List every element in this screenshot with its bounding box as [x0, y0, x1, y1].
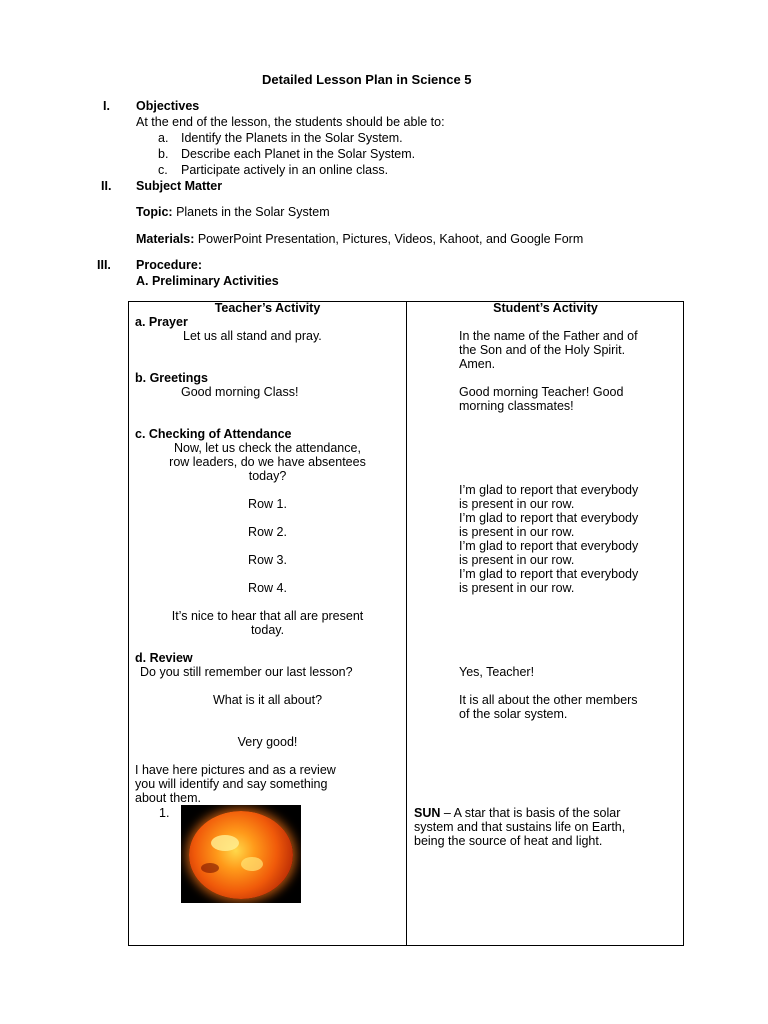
preliminary-activities-heading: A. Preliminary Activities: [136, 274, 279, 288]
materials-line: [136, 232, 583, 246]
greetings-student-line-2: morning classmates!: [459, 399, 574, 413]
review-pictures-line-2: you will identify and say something: [135, 777, 328, 791]
attendance-teacher-line-1: Now, let us check the attendance,: [174, 441, 361, 455]
review-answer-2-line-2: of the solar system.: [459, 707, 568, 721]
procedure-numeral: III.: [97, 258, 111, 272]
row-1-reply-line-2: is present in our row.: [459, 497, 575, 511]
row-2-reply-line-1: I’m glad to report that everybody: [459, 511, 639, 525]
greetings-teacher-text: Good morning Class!: [181, 385, 299, 399]
review-question-1: Do you still remember our last lesson?: [140, 665, 353, 679]
objective-letter-b: b.: [158, 147, 169, 161]
topic-line: [136, 205, 330, 219]
row-3-reply-line-2: is present in our row.: [459, 553, 575, 567]
table-column-divider: [406, 301, 407, 946]
prayer-student-line-3: Amen.: [459, 357, 496, 371]
sun-label: SUN: [414, 806, 441, 820]
sun-desc-line-1: – A star that is basis of the solar: [443, 806, 621, 820]
review-pictures-line-3: about them.: [135, 791, 202, 805]
sun-desc-line-2: system and that sustains life on Earth,: [414, 820, 626, 834]
greetings-heading: b. Greetings: [135, 371, 208, 385]
review-heading: d. Review: [135, 651, 193, 665]
review-answer-2-line-1: It is all about the other members: [459, 693, 638, 707]
prayer-heading: a. Prayer: [135, 315, 188, 329]
objective-item-b: Describe each Planet in the Solar System.: [181, 147, 416, 161]
row-1-label: Row 1.: [248, 497, 287, 511]
prayer-student-line-1: In the name of the Father and of: [459, 329, 638, 343]
student-activity-header: Student’s Activity: [493, 301, 598, 315]
materials-label: Materials:: [136, 232, 195, 246]
row-1-reply-line-1: I’m glad to report that everybody: [459, 483, 639, 497]
sun-flare: [241, 857, 263, 871]
row-2-label: Row 2.: [248, 525, 287, 539]
sun-image: [181, 805, 301, 903]
attendance-heading: c. Checking of Attendance: [135, 427, 292, 441]
review-question-2: What is it all about?: [212, 693, 323, 707]
prayer-teacher-text: Let us all stand and pray.: [183, 329, 322, 343]
row-4-reply-line-2: is present in our row.: [459, 581, 575, 595]
review-pictures-line-1: I have here pictures and as a review: [135, 763, 336, 777]
row-3-label: Row 3.: [248, 553, 287, 567]
topic-label: Topic:: [136, 205, 173, 219]
sun-disc: [189, 811, 293, 899]
row-4-label: Row 4.: [248, 581, 287, 595]
objective-letter-a: a.: [158, 131, 169, 145]
topic-value: Planets in the Solar System: [176, 205, 330, 219]
attendance-close-line-2: today.: [250, 623, 285, 637]
greetings-student-line-1: Good morning Teacher! Good: [459, 385, 624, 399]
objectives-heading: Objectives: [136, 99, 200, 113]
teacher-activity-header: Teacher’s Activity: [214, 301, 321, 315]
row-3-reply-line-1: I’m glad to report that everybody: [459, 539, 639, 553]
sun-spot: [201, 863, 219, 873]
review-praise: Very good!: [237, 735, 298, 749]
review-answer-1: Yes, Teacher!: [459, 665, 535, 679]
attendance-close-line-1: It’s nice to hear that all are present: [171, 609, 364, 623]
attendance-teacher-line-3: today?: [248, 469, 287, 483]
materials-value: PowerPoint Presentation, Pictures, Videos, Kahoot, and Google Form: [197, 232, 584, 246]
objectives-numeral: I.: [103, 99, 110, 113]
procedure-heading: Procedure:: [136, 258, 202, 272]
sun-desc-line-3: being the source of heat and light.: [414, 834, 603, 848]
sun-flare: [211, 835, 239, 851]
objective-item-c: Participate actively in an online class.: [181, 163, 389, 177]
sun-answer-line-1: [414, 806, 620, 820]
prayer-student-line-2: the Son and of the Holy Spirit.: [459, 343, 626, 357]
picture-item-number: 1.: [159, 806, 170, 820]
subject-matter-numeral: II.: [101, 179, 112, 193]
objective-item-a: Identify the Planets in the Solar System.: [181, 131, 403, 145]
document-title: Detailed Lesson Plan in Science 5: [262, 72, 472, 87]
subject-matter-heading: Subject Matter: [136, 179, 223, 193]
attendance-teacher-line-2: row leaders, do we have absentees: [169, 455, 366, 469]
row-2-reply-line-2: is present in our row.: [459, 525, 575, 539]
objectives-intro: At the end of the lesson, the students should be able to:: [136, 115, 445, 129]
row-4-reply-line-1: I’m glad to report that everybody: [459, 567, 639, 581]
objective-letter-c: c.: [158, 163, 168, 177]
